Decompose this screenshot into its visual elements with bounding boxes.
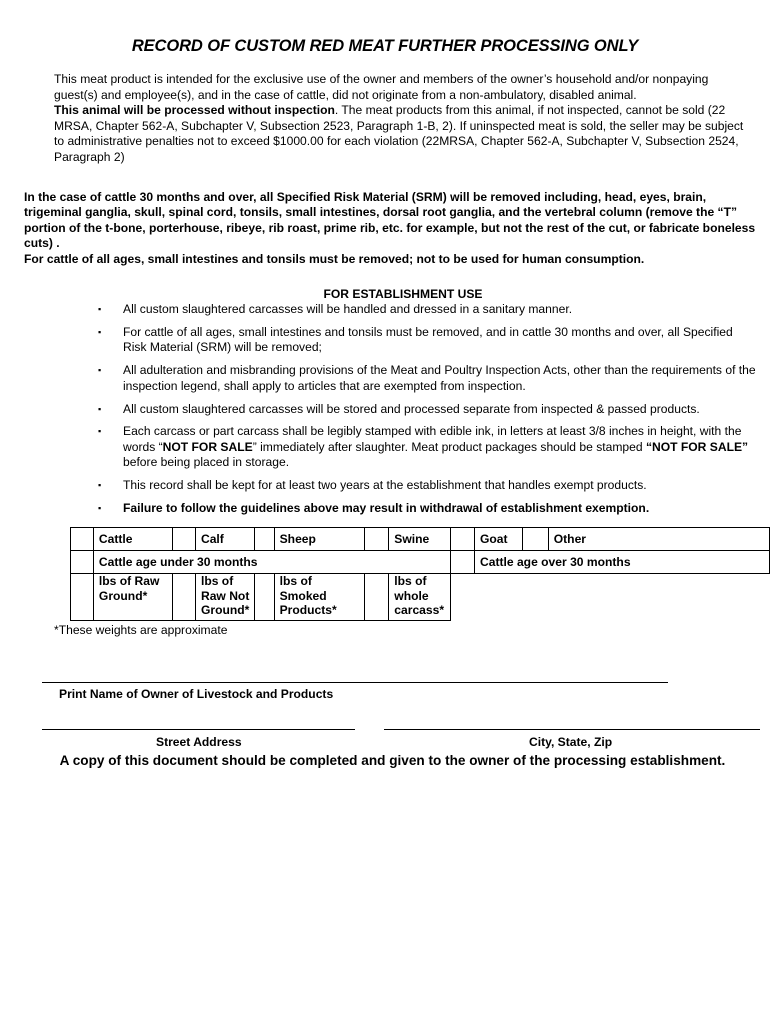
list-item: ▪ All custom slaughtered carcasses will be stored and processed separate from inspected & passed products. bbox=[98, 401, 700, 416]
list-item: ▪ This record shall be kept for at least two years at the establishment that handles exempt products. bbox=[98, 478, 647, 493]
owner-name-line[interactable] bbox=[42, 682, 668, 683]
label-smoked: lbs of Smoked Products* bbox=[274, 574, 365, 621]
city-state-zip-line[interactable] bbox=[384, 729, 760, 730]
weight-whole-carcass-field[interactable] bbox=[365, 574, 389, 621]
checkbox-age-over-30[interactable] bbox=[451, 551, 475, 574]
checkbox-age-under-30[interactable] bbox=[71, 551, 94, 574]
label-age-under-30: Cattle age under 30 months bbox=[93, 551, 450, 574]
checkbox-goat[interactable] bbox=[451, 528, 475, 551]
checkbox-calf[interactable] bbox=[173, 528, 196, 551]
label-raw-ground: lbs of Raw Ground* bbox=[93, 574, 172, 621]
label-whole-carcass: lbs of whole carcass* bbox=[389, 574, 451, 621]
label-age-over-30: Cattle age over 30 months bbox=[475, 551, 770, 574]
owner-name-label: Print Name of Owner of Livestock and Products bbox=[59, 687, 334, 701]
checkbox-swine[interactable] bbox=[365, 528, 389, 551]
label-raw-not-ground: lbs of Raw Not Ground* bbox=[195, 574, 254, 621]
checkbox-other[interactable] bbox=[523, 528, 549, 551]
weight-raw-not-ground-field[interactable] bbox=[173, 574, 196, 621]
srm-section bbox=[24, 190, 759, 267]
checkbox-cattle[interactable] bbox=[71, 528, 94, 551]
establishment-heading: FOR ESTABLISHMENT USE bbox=[323, 287, 483, 301]
street-address-label: Street Address bbox=[156, 735, 242, 749]
bullet-icon: ▪ bbox=[98, 326, 102, 337]
no-inspection-statement: This animal will be processed without inspection bbox=[54, 103, 335, 118]
no-inspection-details: . The meat products from this animal, if not inspected, cannot be sold (22 MRSA, Chapter 562-A, Subchapter V, Subsection 2523, Paragraph 1-B, 2). If uninspected meat is sold, the seller may be subject to administrative penalties not to exceed $1000.00 for each violation (22MRSA, Chapter 562-A, Subchapter V, Subsection 2524, Paragraph 2) bbox=[54, 103, 744, 164]
label-cattle: Cattle bbox=[93, 528, 172, 551]
bullet-icon: ▪ bbox=[98, 426, 102, 437]
bullet-icon: ▪ bbox=[98, 403, 102, 414]
list-item: ▪ All adulteration and misbranding provisions of the Meat and Poultry Inspection Acts, other than the requirements of the inspection legend, shall apply to articles that are exempted from inspection. bbox=[98, 363, 756, 393]
form-title: RECORD OF CUSTOM RED MEAT FURTHER PROCESSING ONLY bbox=[131, 37, 639, 55]
srm-all-ages: For cattle of all ages, small intestines and tonsils must be removed; not to be used for human consumption. bbox=[24, 251, 645, 266]
weight-smoked-field[interactable] bbox=[255, 574, 274, 621]
label-goat: Goat bbox=[475, 528, 523, 551]
label-sheep: Sheep bbox=[274, 528, 365, 551]
checkbox-sheep[interactable] bbox=[255, 528, 274, 551]
table-row bbox=[71, 574, 770, 621]
weight-raw-ground-field[interactable] bbox=[71, 574, 94, 621]
street-address-line[interactable] bbox=[42, 729, 355, 730]
list-item: ▪ Each carcass or part carcass shall be legibly stamped with edible ink, in letters at least 3/8 inches in height, with the words “NOT FOR SALE” immediately after slaughter. Meat product packages should be stamped “NOT FOR SALE” before being placed in storage. bbox=[98, 424, 749, 470]
table-row bbox=[71, 551, 770, 574]
bullet-icon: ▪ bbox=[98, 365, 102, 376]
list-item: ▪ For cattle of all ages, small intestines and tonsils must be removed, and in cattle 30 months and over, all Specified Risk Material (SRM) will be removed; bbox=[98, 324, 733, 355]
intro-paragraph: This meat product is intended for the exclusive use of the owner and members of the owner’s household and/or nonpaying guest(s) and employee(s), and in the case of cattle, did not originate from a non-ambulatory, disabled animal. bbox=[54, 72, 709, 102]
establishment-rules bbox=[98, 302, 758, 524]
bullet-icon: ▪ bbox=[98, 480, 102, 491]
list-item: ▪ All custom slaughtered carcasses will be handled and dressed in a sanitary manner. bbox=[98, 302, 573, 316]
label-calf: Calf bbox=[195, 528, 254, 551]
bullet-icon: ▪ bbox=[98, 304, 102, 314]
weights-approximate-note: *These weights are approximate bbox=[54, 623, 228, 637]
city-state-zip-label: City, State, Zip bbox=[529, 735, 613, 749]
bullet-icon: ▪ bbox=[98, 503, 102, 514]
label-swine: Swine bbox=[389, 528, 451, 551]
srm-paragraph: In the case of cattle 30 months and over, all Specified Risk Material (SRM) will be removed including, head, eyes, brain, trigeminal ganglia, skull, spinal cord, tonsils, small intestines, dorsal root ganglia, and the vertebral column (remove the “T” portion of the t-bone, porterhouse, ribeye, rib roast, prime rib, etc. for example, but not the rest of the cut, or fabricate boneless cuts) . bbox=[24, 190, 756, 251]
intro-section bbox=[54, 72, 754, 166]
list-item: ▪ Failure to follow the guidelines above may result in withdrawal of establishment exemption. bbox=[98, 501, 650, 516]
footer-instruction: A copy of this document should be completed and given to the owner of the processing establishment. bbox=[59, 753, 726, 768]
table-row bbox=[71, 528, 770, 551]
label-other: Other bbox=[548, 528, 769, 551]
species-table bbox=[70, 527, 770, 621]
